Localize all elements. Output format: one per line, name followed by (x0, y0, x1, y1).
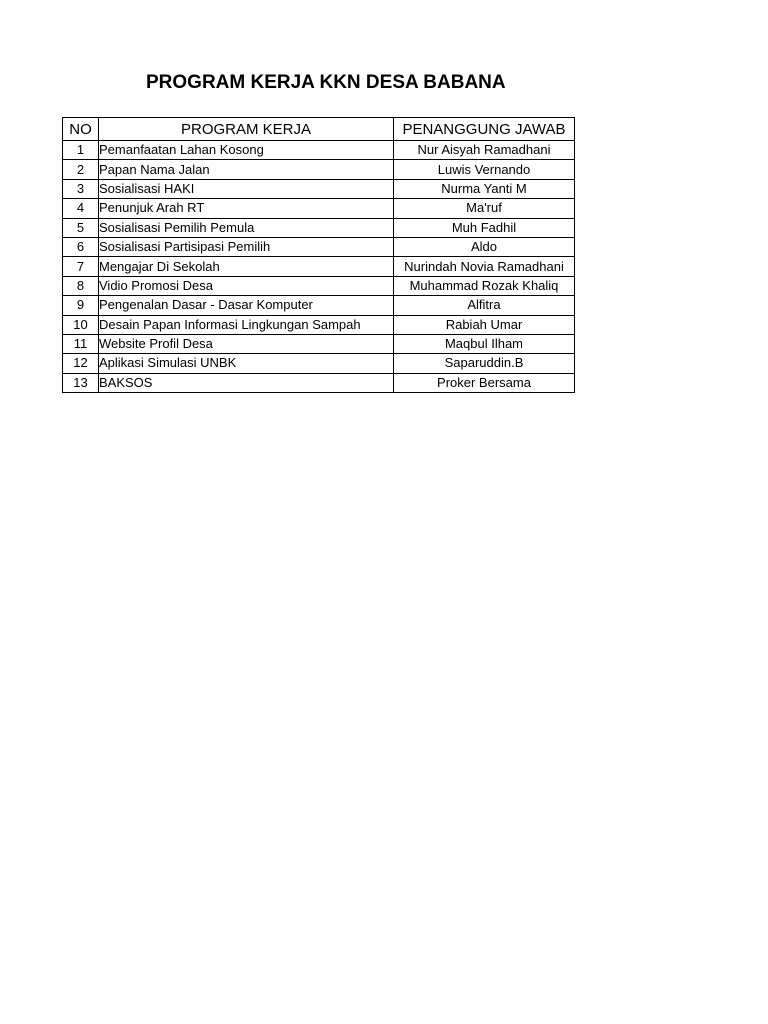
table-row (63, 296, 575, 315)
cell-program: Desain Papan Informasi Lingkungan Sampah (99, 315, 394, 334)
cell-no: 13 (63, 373, 99, 392)
table-row (63, 160, 575, 179)
cell-penanggung-jawab: Alfitra (394, 296, 575, 315)
cell-penanggung-jawab: Saparuddin.B (394, 354, 575, 373)
cell-program: Penunjuk Arah RT (99, 199, 394, 218)
table-row (63, 237, 575, 256)
cell-program: BAKSOS (99, 373, 394, 392)
cell-program: Vidio Promosi Desa (99, 276, 394, 295)
table-row (63, 141, 575, 160)
table-header-row (63, 118, 575, 141)
cell-penanggung-jawab: Proker Bersama (394, 373, 575, 392)
cell-program: Papan Nama Jalan (99, 160, 394, 179)
cell-penanggung-jawab: Maqbul Ilham (394, 334, 575, 353)
program-table (62, 117, 575, 393)
table-row (63, 276, 575, 295)
cell-program: Sosialisasi Partisipasi Pemilih (99, 237, 394, 256)
cell-no: 6 (63, 237, 99, 256)
cell-program: Pemanfaatan Lahan Kosong (99, 141, 394, 160)
cell-penanggung-jawab: Aldo (394, 237, 575, 256)
cell-no: 2 (63, 160, 99, 179)
cell-penanggung-jawab: Muh Fadhil (394, 218, 575, 237)
table-row (63, 354, 575, 373)
cell-no: 8 (63, 276, 99, 295)
cell-no: 9 (63, 296, 99, 315)
cell-program: Pengenalan Dasar - Dasar Komputer (99, 296, 394, 315)
cell-penanggung-jawab: Nur Aisyah Ramadhani (394, 141, 575, 160)
page-title: PROGRAM KERJA KKN DESA BABANA (146, 72, 506, 93)
cell-penanggung-jawab: Ma'ruf (394, 199, 575, 218)
cell-program: Sosialisasi HAKI (99, 179, 394, 198)
cell-penanggung-jawab: Rabiah Umar (394, 315, 575, 334)
table-row (63, 179, 575, 198)
cell-program: Mengajar Di Sekolah (99, 257, 394, 276)
cell-no: 7 (63, 257, 99, 276)
table-row (63, 334, 575, 353)
table-row (63, 257, 575, 276)
cell-program: Website Profil Desa (99, 334, 394, 353)
cell-penanggung-jawab: Luwis Vernando (394, 160, 575, 179)
header-program-kerja: PROGRAM KERJA (99, 118, 394, 141)
cell-no: 4 (63, 199, 99, 218)
table-row (63, 199, 575, 218)
table-row (63, 218, 575, 237)
cell-no: 10 (63, 315, 99, 334)
cell-no: 5 (63, 218, 99, 237)
cell-no: 11 (63, 334, 99, 353)
header-no: NO (63, 118, 99, 141)
table-row (63, 315, 575, 334)
table-row (63, 373, 575, 392)
cell-program: Sosialisasi Pemilih Pemula (99, 218, 394, 237)
cell-penanggung-jawab: Nurindah Novia Ramadhani (394, 257, 575, 276)
cell-no: 3 (63, 179, 99, 198)
header-penanggung-jawab: PENANGGUNG JAWAB (394, 118, 575, 141)
cell-penanggung-jawab: Muhammad Rozak Khaliq (394, 276, 575, 295)
cell-penanggung-jawab: Nurma Yanti M (394, 179, 575, 198)
cell-no: 12 (63, 354, 99, 373)
cell-no: 1 (63, 141, 99, 160)
cell-program: Aplikasi Simulasi UNBK (99, 354, 394, 373)
